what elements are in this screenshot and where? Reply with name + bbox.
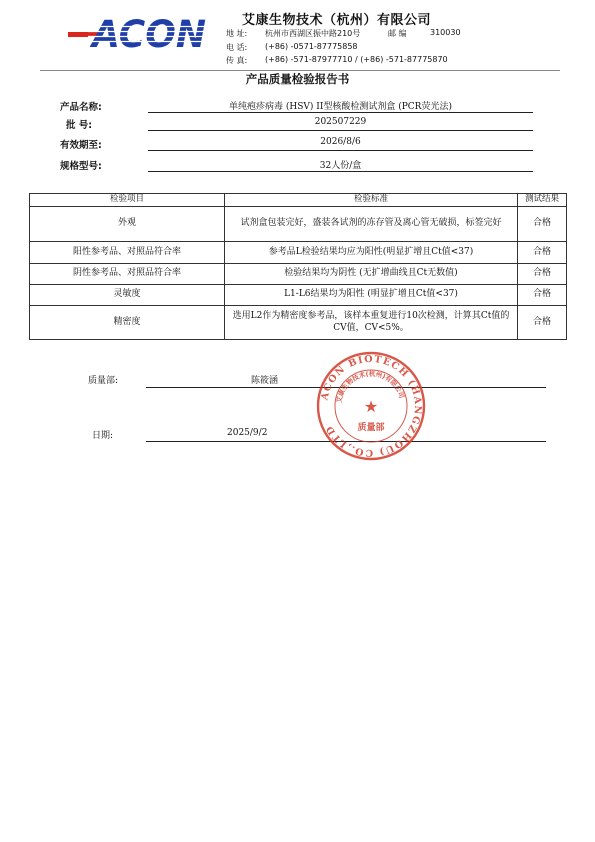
logo-text: ACON: [89, 14, 207, 54]
row-result: 合格: [518, 242, 567, 264]
table-row: [30, 285, 567, 306]
product-name-value: 单纯疱疹病毒 (HSV) II型核酸检测试剂盒 (PCR荧光法): [229, 102, 452, 112]
expiry-underline: [148, 150, 533, 151]
spec-underline: [148, 171, 533, 172]
product-name-underline: [148, 112, 533, 113]
table-row: [30, 242, 567, 264]
row-standard: 选用L2作为精密度参考品，该样本重复进行10次检测，计算其Ct值的CV值，CV<5%。: [225, 306, 518, 340]
fax-value: (+86) -571-87977710 / (+86) -571-87775870: [265, 55, 448, 64]
address-label: 地 址:: [226, 29, 248, 38]
table-row: [30, 306, 567, 340]
postcode-value: 310030: [430, 28, 461, 37]
row-result: 合格: [518, 207, 567, 242]
row-item: 阴性参考品、对照品符合率: [30, 264, 225, 285]
header-item: 检验项目: [30, 194, 225, 207]
table-header-row: [30, 194, 567, 207]
row-item: 精密度: [30, 306, 225, 340]
quality-dept-label: 质量部:: [88, 376, 119, 386]
table-row: [30, 264, 567, 285]
company-name: 艾康生物技术（杭州）有限公司: [242, 13, 432, 28]
header-result: 测试结果: [518, 194, 567, 207]
row-standard: 参考品L检验结果均应为阳性(明显扩增且Ct值<37): [225, 242, 518, 264]
row-standard: L1-L6结果均为阳性 (明显扩增且Ct值<37): [225, 285, 518, 306]
fax-label: 传 真:: [226, 56, 248, 65]
tel-label: 电 话:: [226, 43, 248, 52]
header-standard: 检验标准: [225, 194, 518, 207]
product-name-label: 产品名称:: [60, 102, 102, 113]
postcode-label: 邮 编: [388, 29, 407, 38]
batch-value: 202507229: [314, 117, 367, 127]
report-title: 产品质量检验报告书: [245, 72, 350, 86]
expiry-value: 2026/8/6: [320, 137, 361, 147]
company-seal: [315, 350, 427, 462]
row-result: 合格: [518, 285, 567, 306]
seal-dept-text: 质量部: [357, 423, 385, 433]
expiry-label: 有效期至:: [60, 140, 102, 151]
seal-inner-textpath: 艾康生物技术(杭州)有限公司: [335, 369, 406, 404]
row-item: 阳性参考品、对照品符合率: [30, 242, 225, 264]
tel-value: (+86) -0571-87775858: [265, 42, 358, 51]
spec-label: 规格型号:: [60, 161, 102, 172]
table-row: [30, 207, 567, 242]
row-standard: 检验结果均为阴性 (无扩增曲线且Ct无数值): [225, 264, 518, 285]
row-result: 合格: [518, 264, 567, 285]
batch-underline: [148, 130, 533, 131]
row-item: 外观: [30, 207, 225, 242]
signer-name: 陈筱涵: [251, 376, 279, 386]
spec-value: 32人份/盒: [319, 161, 362, 171]
seal-ring-textpath: ACON BIOTECH (HANGZHOU) CO.,LTD: [319, 353, 424, 459]
address-value: 杭州市西湖区振中路210号: [265, 29, 361, 38]
acon-logo: [68, 14, 208, 54]
date-label: 日期:: [92, 431, 114, 441]
batch-label: 批 号:: [66, 120, 93, 131]
qc-results-table: [29, 193, 567, 340]
seal-star-icon: ★: [363, 397, 379, 416]
row-result: 合格: [518, 306, 567, 340]
row-standard: 试剂盒包装完好，盛装各试剂的冻存管及离心管无破损，标签完好: [225, 207, 518, 242]
sign-date: 2025/9/2: [227, 428, 268, 438]
row-item: 灵敏度: [30, 285, 225, 306]
